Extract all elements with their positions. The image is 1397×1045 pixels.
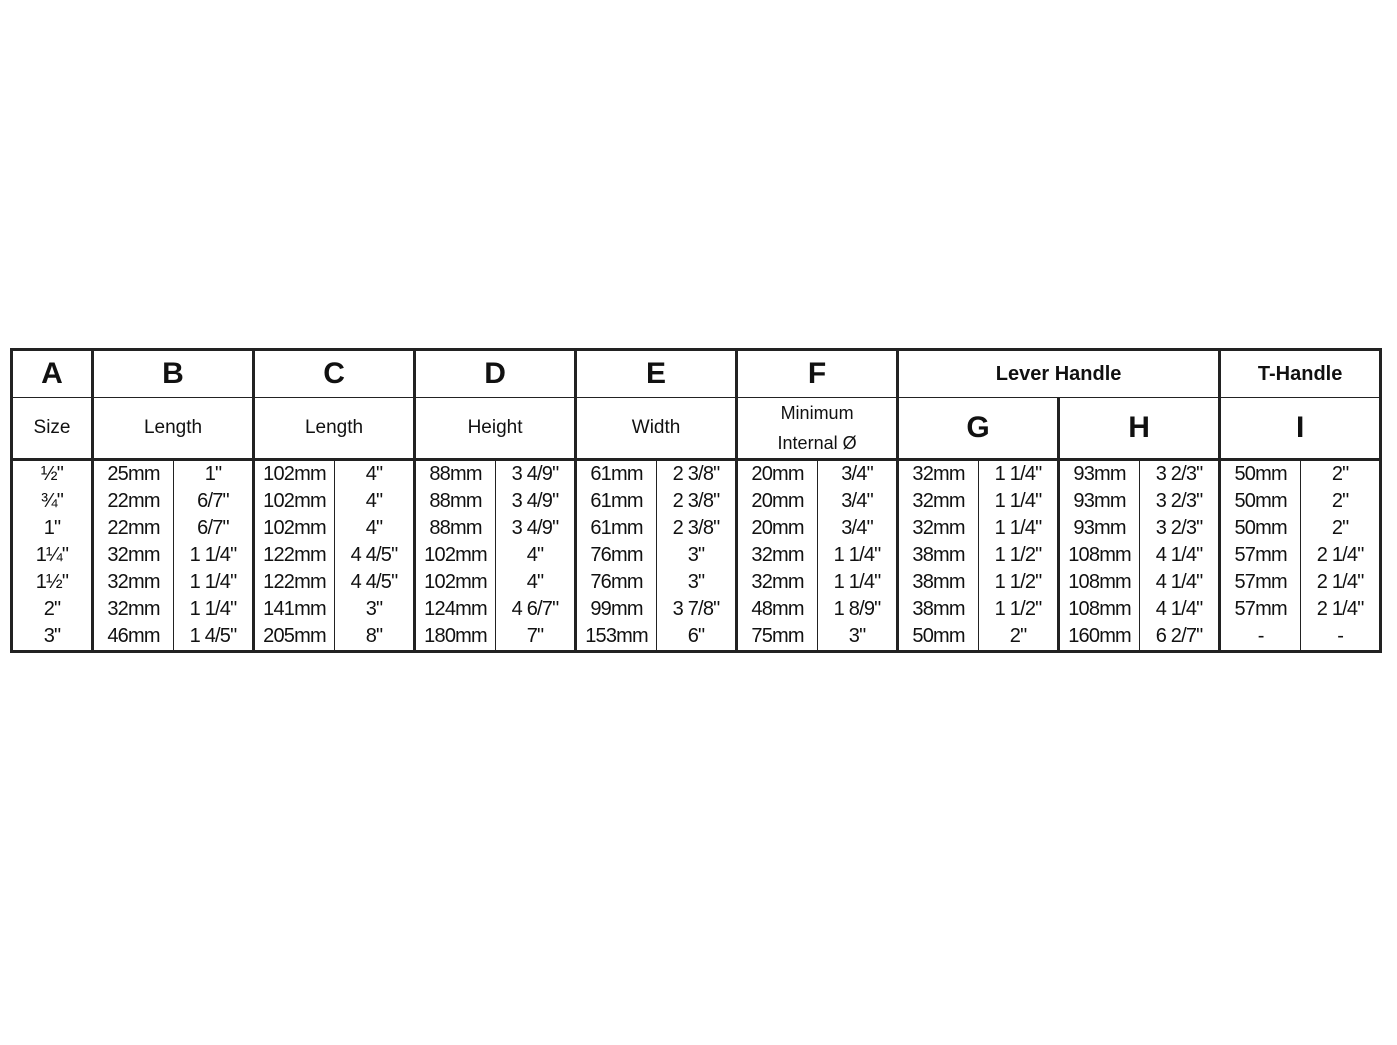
cell-c-in: 4": [335, 460, 415, 489]
cell-e-in: 3": [657, 542, 737, 569]
cell-e-in: 2 3/8": [657, 488, 737, 515]
cell-f-in: 1 1/4": [818, 542, 898, 569]
cell-f-in: 3/4": [818, 515, 898, 542]
cell-c-mm: 102mm: [254, 460, 335, 489]
cell-i-in: 2 1/4": [1301, 569, 1381, 596]
cell-g-in: 1 1/4": [979, 488, 1059, 515]
cell-g-mm: 32mm: [898, 488, 979, 515]
cell-b-mm: 22mm: [93, 515, 174, 542]
cell-f-in: 3": [818, 623, 898, 652]
cell-b-mm: 25mm: [93, 460, 174, 489]
cell-size: 1¼": [12, 542, 93, 569]
table-row: [12, 542, 1381, 569]
cell-e-mm: 76mm: [576, 569, 657, 596]
header-labels-row: [12, 398, 1381, 460]
cell-e-mm: 61mm: [576, 515, 657, 542]
cell-d-mm: 180mm: [415, 623, 496, 652]
table-row: [12, 623, 1381, 652]
cell-size: 1½": [12, 569, 93, 596]
label-h: H: [1059, 398, 1220, 460]
cell-e-in: 2 3/8": [657, 515, 737, 542]
label-f-line1: Minimum: [780, 403, 854, 423]
cell-d-in: 3 4/9": [496, 460, 576, 489]
cell-d-in: 3 4/9": [496, 488, 576, 515]
cell-d-in: 4": [496, 542, 576, 569]
cell-f-mm: 20mm: [737, 488, 818, 515]
cell-e-mm: 61mm: [576, 488, 657, 515]
cell-e-mm: 76mm: [576, 542, 657, 569]
table-row: [12, 569, 1381, 596]
cell-size: ¾": [12, 488, 93, 515]
table-row: [12, 488, 1381, 515]
cell-f-mm: 32mm: [737, 569, 818, 596]
cell-h-in: 3 2/3": [1140, 460, 1220, 489]
cell-size: 1": [12, 515, 93, 542]
label-d-height: Height: [415, 398, 576, 460]
cell-h-mm: 108mm: [1059, 569, 1140, 596]
cell-e-mm: 153mm: [576, 623, 657, 652]
cell-size: ½": [12, 460, 93, 489]
cell-b-in: 6/7": [174, 515, 254, 542]
cell-b-in: 1": [174, 460, 254, 489]
cell-i-mm: 57mm: [1220, 596, 1301, 623]
cell-i-in: -: [1301, 623, 1381, 652]
cell-f-in: 1 1/4": [818, 569, 898, 596]
cell-h-mm: 93mm: [1059, 460, 1140, 489]
cell-f-in: 3/4": [818, 460, 898, 489]
cell-e-in: 2 3/8": [657, 460, 737, 489]
cell-d-mm: 102mm: [415, 569, 496, 596]
label-c-length: Length: [254, 398, 415, 460]
cell-d-in: 3 4/9": [496, 515, 576, 542]
cell-d-in: 7": [496, 623, 576, 652]
label-size: Size: [12, 398, 93, 460]
cell-c-in: 4": [335, 488, 415, 515]
header-lever-handle: Lever Handle: [898, 350, 1220, 398]
cell-c-in: 4 4/5": [335, 569, 415, 596]
cell-f-mm: 20mm: [737, 460, 818, 489]
header-f: F: [737, 350, 898, 398]
cell-b-mm: 46mm: [93, 623, 174, 652]
cell-h-in: 3 2/3": [1140, 488, 1220, 515]
table-row: [12, 515, 1381, 542]
label-i: I: [1220, 398, 1381, 460]
cell-d-in: 4 6/7": [496, 596, 576, 623]
cell-i-in: 2": [1301, 460, 1381, 489]
cell-h-mm: 93mm: [1059, 515, 1140, 542]
cell-c-mm: 102mm: [254, 515, 335, 542]
cell-c-mm: 122mm: [254, 542, 335, 569]
cell-d-mm: 88mm: [415, 515, 496, 542]
cell-b-mm: 22mm: [93, 488, 174, 515]
cell-f-in: 3/4": [818, 488, 898, 515]
cell-c-mm: 102mm: [254, 488, 335, 515]
cell-c-in: 3": [335, 596, 415, 623]
cell-e-in: 6": [657, 623, 737, 652]
cell-c-in: 4": [335, 515, 415, 542]
header-d: D: [415, 350, 576, 398]
cell-c-mm: 205mm: [254, 623, 335, 652]
cell-g-in: 1 1/2": [979, 542, 1059, 569]
cell-h-in: 4 1/4": [1140, 596, 1220, 623]
cell-i-mm: 57mm: [1220, 569, 1301, 596]
cell-b-in: 1 1/4": [174, 569, 254, 596]
label-f-line2: Internal Ø: [777, 433, 857, 453]
cell-i-mm: 57mm: [1220, 542, 1301, 569]
cell-g-in: 1 1/2": [979, 569, 1059, 596]
label-e-width: Width: [576, 398, 737, 460]
cell-b-in: 1 4/5": [174, 623, 254, 652]
cell-e-in: 3": [657, 569, 737, 596]
cell-h-mm: 108mm: [1059, 542, 1140, 569]
cell-c-in: 4 4/5": [335, 542, 415, 569]
cell-b-in: 1 1/4": [174, 596, 254, 623]
cell-c-mm: 122mm: [254, 569, 335, 596]
cell-c-in: 8": [335, 623, 415, 652]
cell-i-mm: 50mm: [1220, 515, 1301, 542]
cell-h-mm: 108mm: [1059, 596, 1140, 623]
dimensions-table: [10, 348, 1382, 653]
cell-d-mm: 88mm: [415, 460, 496, 489]
cell-g-in: 1 1/4": [979, 460, 1059, 489]
cell-f-mm: 75mm: [737, 623, 818, 652]
header-c: C: [254, 350, 415, 398]
cell-h-mm: 160mm: [1059, 623, 1140, 652]
cell-i-in: 2": [1301, 515, 1381, 542]
cell-g-mm: 38mm: [898, 542, 979, 569]
cell-g-in: 1 1/2": [979, 596, 1059, 623]
cell-g-mm: 32mm: [898, 460, 979, 489]
cell-b-in: 1 1/4": [174, 542, 254, 569]
cell-i-mm: 50mm: [1220, 488, 1301, 515]
cell-c-mm: 141mm: [254, 596, 335, 623]
label-g: G: [898, 398, 1059, 460]
cell-i-in: 2 1/4": [1301, 596, 1381, 623]
label-b-length: Length: [93, 398, 254, 460]
cell-i-mm: 50mm: [1220, 460, 1301, 489]
header-a: A: [12, 350, 93, 398]
header-t-handle: T-Handle: [1220, 350, 1381, 398]
cell-b-mm: 32mm: [93, 596, 174, 623]
cell-d-mm: 102mm: [415, 542, 496, 569]
header-b: B: [93, 350, 254, 398]
cell-h-in: 4 1/4": [1140, 542, 1220, 569]
cell-e-in: 3 7/8": [657, 596, 737, 623]
cell-h-in: 3 2/3": [1140, 515, 1220, 542]
cell-f-mm: 20mm: [737, 515, 818, 542]
header-e: E: [576, 350, 737, 398]
cell-f-in: 1 8/9": [818, 596, 898, 623]
header-letters-row: [12, 350, 1381, 398]
cell-b-mm: 32mm: [93, 542, 174, 569]
cell-g-mm: 38mm: [898, 596, 979, 623]
cell-h-mm: 93mm: [1059, 488, 1140, 515]
cell-i-mm: -: [1220, 623, 1301, 652]
cell-b-in: 6/7": [174, 488, 254, 515]
cell-i-in: 2 1/4": [1301, 542, 1381, 569]
cell-d-mm: 124mm: [415, 596, 496, 623]
cell-size: 3": [12, 623, 93, 652]
label-f-minimum-internal: [737, 398, 898, 460]
cell-b-mm: 32mm: [93, 569, 174, 596]
table-row: [12, 596, 1381, 623]
cell-i-in: 2": [1301, 488, 1381, 515]
cell-g-in: 1 1/4": [979, 515, 1059, 542]
cell-h-in: 4 1/4": [1140, 569, 1220, 596]
cell-g-mm: 50mm: [898, 623, 979, 652]
cell-e-mm: 61mm: [576, 460, 657, 489]
cell-f-mm: 48mm: [737, 596, 818, 623]
cell-h-in: 6 2/7": [1140, 623, 1220, 652]
cell-g-in: 2": [979, 623, 1059, 652]
cell-e-mm: 99mm: [576, 596, 657, 623]
cell-d-in: 4": [496, 569, 576, 596]
table-row: [12, 460, 1381, 489]
cell-g-mm: 38mm: [898, 569, 979, 596]
cell-d-mm: 88mm: [415, 488, 496, 515]
cell-f-mm: 32mm: [737, 542, 818, 569]
cell-size: 2": [12, 596, 93, 623]
cell-g-mm: 32mm: [898, 515, 979, 542]
